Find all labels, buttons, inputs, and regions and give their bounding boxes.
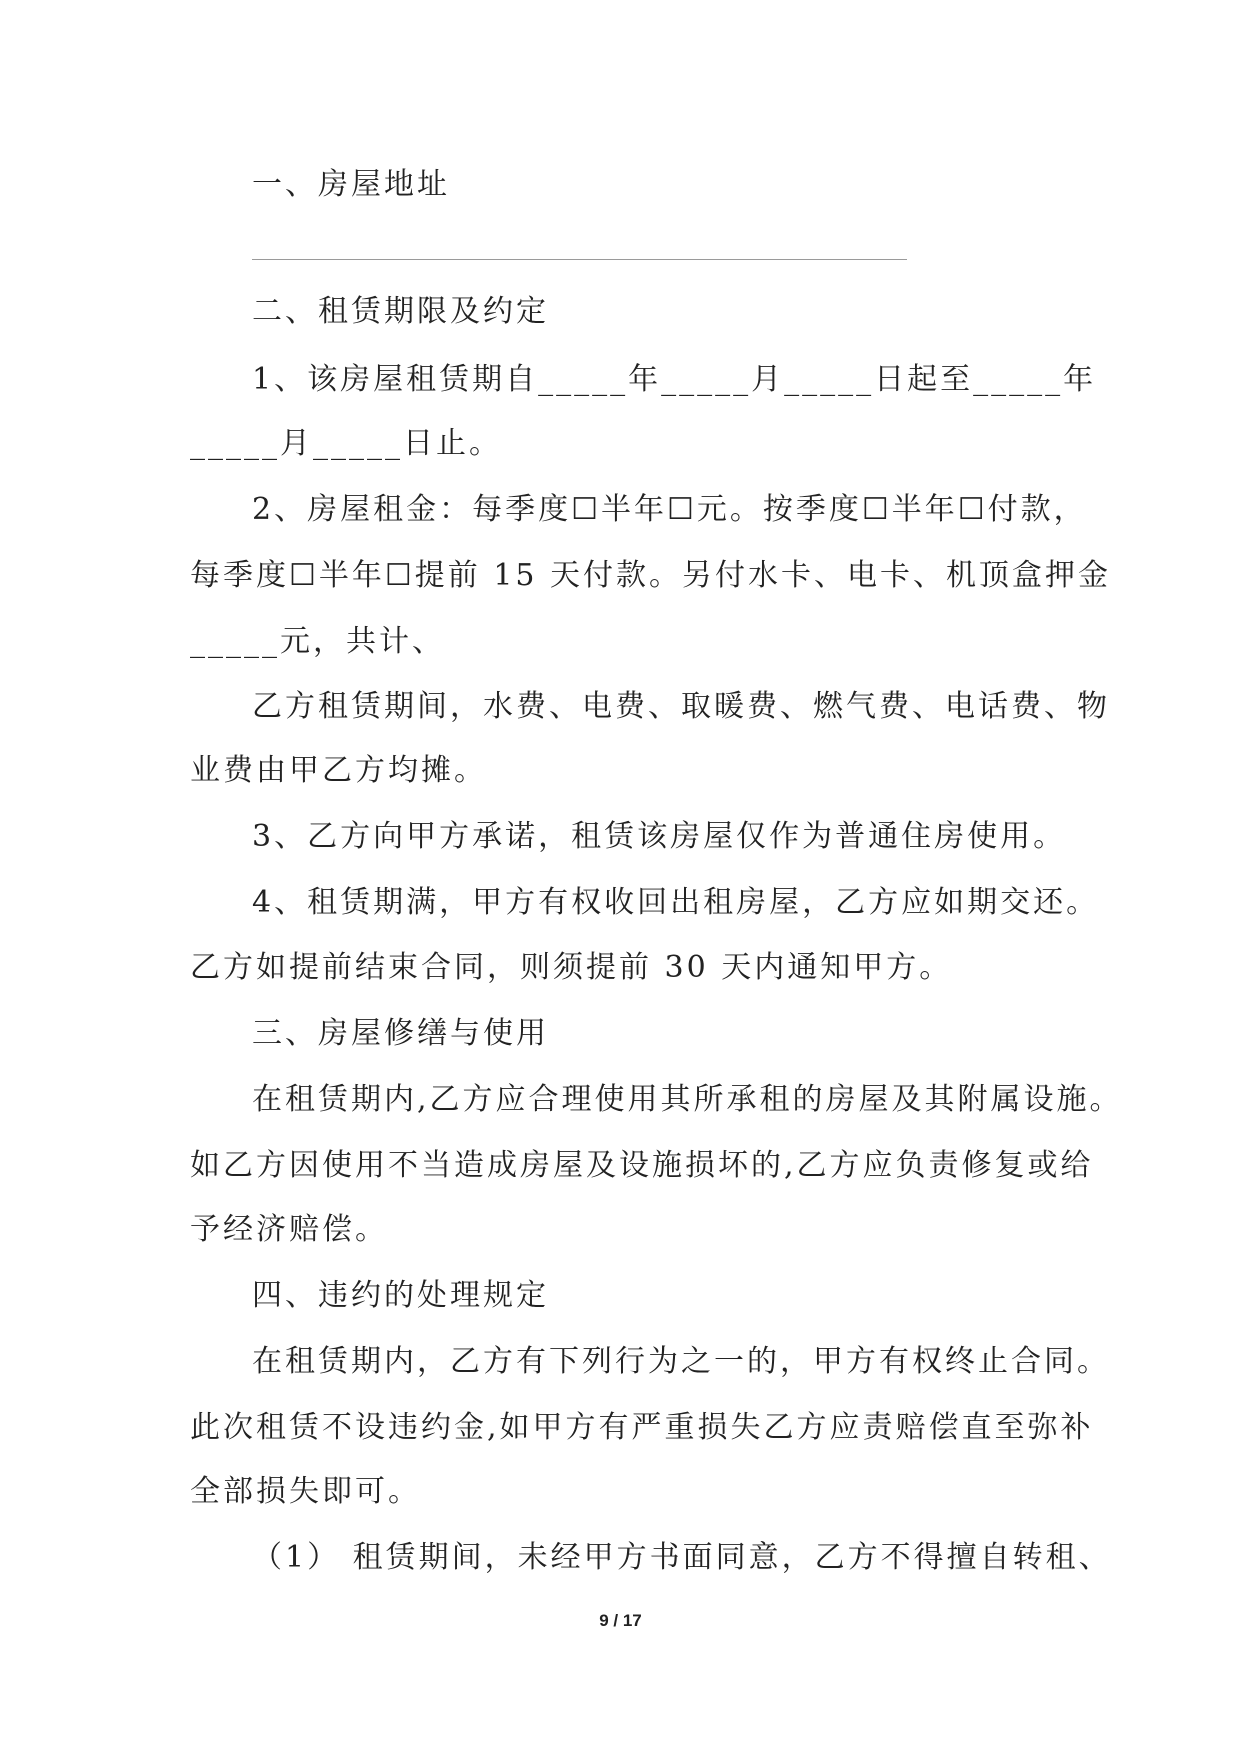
section-heading-repair: 三、房屋修缮与使用 <box>252 1016 549 1051</box>
paragraph-line: _____元，共计、 <box>190 624 445 659</box>
section-heading-address: 一、房屋地址 <box>252 167 450 202</box>
paragraph-line: 3、乙方向甲方承诺，租赁该房屋仅作为普通住房使用。 <box>252 819 1067 854</box>
paragraph-line: （1） 租赁期间，未经甲方书面同意，乙方不得擅自转租、 <box>252 1540 1112 1575</box>
paragraph-line: 业费由甲乙方均摊。 <box>190 753 487 788</box>
paragraph-line: 每季度☐半年☐提前 15 天付款。另付水卡、电卡、机顶盒押金 <box>190 558 1112 593</box>
paragraph-line: 如乙方因使用不当造成房屋及设施损坏的,乙方应负责修复或给 <box>190 1148 1094 1183</box>
paragraph-line: 2、房屋租金：每季度☐半年☐元。按季度☐半年☐付款， <box>252 492 1087 527</box>
section-heading-term: 二、租赁期限及约定 <box>252 294 549 329</box>
paragraph-line: _____月_____日止。 <box>190 426 502 461</box>
page-number: 9 / 17 <box>599 1611 642 1630</box>
section-heading-breach: 四、违约的处理规定 <box>252 1278 549 1313</box>
paragraph-line: 此次租赁不设违约金,如甲方有严重损失乙方应责赔偿直至弥补 <box>190 1410 1094 1445</box>
address-blank-line <box>252 259 907 260</box>
paragraph-line: 在租赁期内，乙方有下列行为之一的，甲方有权终止合同。 <box>252 1344 1110 1379</box>
paragraph-line: 1、该房屋租赁期自_____年_____月_____日起至_____年 <box>252 362 1097 397</box>
paragraph-line: 在租赁期内,乙方应合理使用其所承租的房屋及其附属设施。 <box>252 1082 1123 1117</box>
paragraph-line: 乙方如提前结束合同，则须提前 30 天内通知甲方。 <box>190 950 953 985</box>
paragraph-line: 予经济赔偿。 <box>190 1212 388 1247</box>
paragraph-line: 乙方租赁期间，水费、电费、取暖费、燃气费、电话费、物 <box>252 689 1110 724</box>
paragraph-line: 全部损失即可。 <box>190 1474 421 1509</box>
paragraph-line: 4、租赁期满，甲方有权收回出租房屋，乙方应如期交还。 <box>252 885 1100 920</box>
